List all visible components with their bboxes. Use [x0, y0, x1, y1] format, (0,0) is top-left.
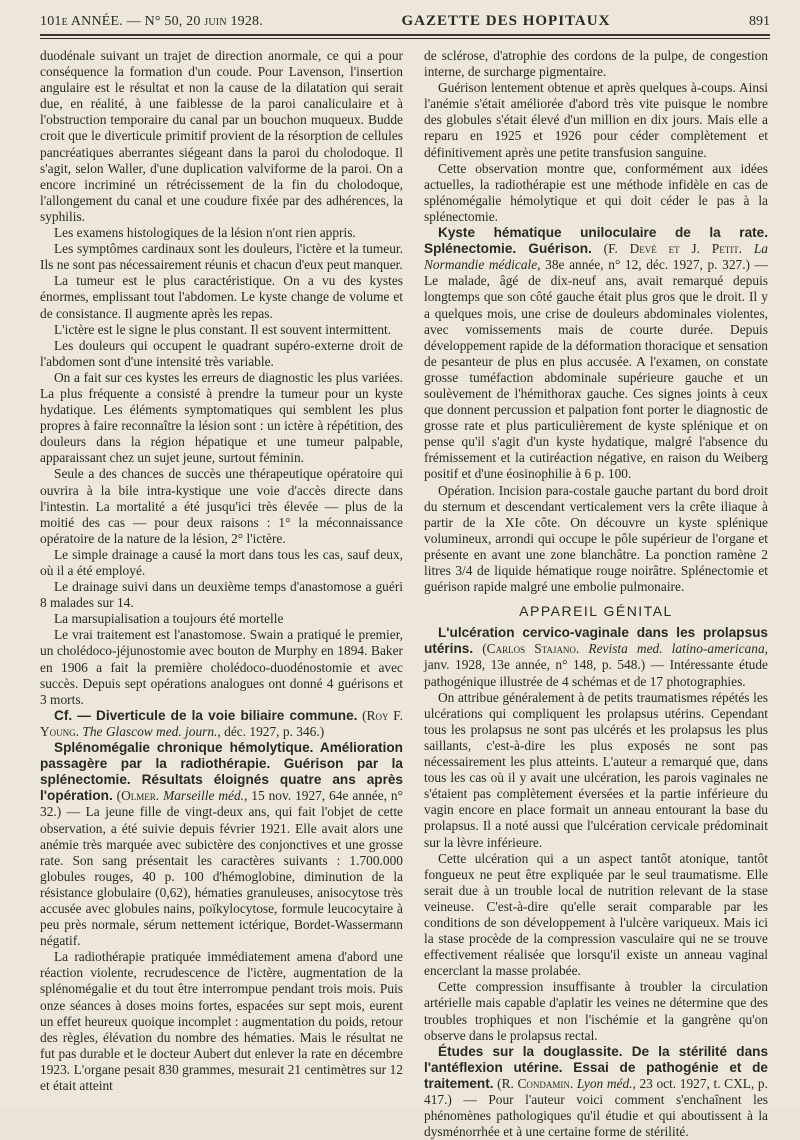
paragraph: On attribue généralement à de petits traumatismes répétés les ulcérations qui compliquent les prolapsus utérins. Cependant tous les prolapsus ne sont pas ulcérés et les prolapsus les plus saillants, c'est-à-dire les plus exposés ne sont pas nécessairement les plus atteints. L'auteur a remarqué que, dans tous les cas où il y avait une ulcération, les parois vaginales ne s'étaient pas complètement éversées et la partie inférieure du vagin encore en place formait un anneau entourant la base du prolapsus. Il a noté aussi que l'ulcération cervicale prédominait sur la lèvre inférieure. [424, 689, 768, 850]
journal-title: GAZETTE DES HOPITAUX [401, 13, 611, 29]
article-reference: déc. 1927, p. 346.) [224, 723, 325, 739]
article-title: Cf. — Diverticule de la voie biliaire commune. [54, 707, 358, 723]
article-body: janv. 1928, 13e année, n° 148, p. 548.) — Intéressante étude pathogénique illustrée de 4 schémas et de 17 photographies. [424, 657, 768, 689]
paragraph: Opération. Incision para-costale gauche partant du bord droit du sternum et descendant verticalement vers la crête iliaque à partir de la XIe côte. On découvre un kyste splénique volumineux, arrondi qui occupe le pôle supérieur de l'organe et présente en avant une zone blanchâtre. La ponction ramène 2 litres 3/4 de liquide hématique rouge noirâtre. Splénectomie et guérison rapide malgré une embolie pulmonaire. [424, 482, 768, 595]
article-splenomegalie [40, 740, 403, 949]
paragraph: de sclérose, d'atrophie des cordons de la pulpe, de congestion interne, de surcharge pigmentaire. [424, 48, 768, 80]
paragraph: Le drainage suivi dans un deuxième temps d'anastomose a guéri 8 malades sur 14. [40, 579, 403, 611]
issue-line: 101e ANNÉE. — N° 50, 20 juin 1928. [40, 14, 263, 29]
section-heading: APPAREIL GÉNITAL [519, 603, 673, 620]
paragraph: La radiothérapie pratiquée immédiatement amena d'abord une réaction violente, recrudescence de l'ictère, augmentation de la splénomégalie et du tout être interrompue pendant trois mois. Puis onze séances à doses moins fortes, espacées sur sept mois, eurent un effet heureux quoique incomplet : augmentation du poids, retour des règles, élévation du nombre des hématies. Mais le résultat ne fut pas durable et le docteur Aubert dut enlever la rate en décembre 1923. L'organe pesait 830 grammes, mesurait 21 centimètres sur 12 et était atteint [40, 949, 403, 1093]
article-journal: Revista med. latino-americana, [588, 641, 768, 657]
article-body: 38e année, n° 12, déc. 1927, p. 327.) — Le malade, âgé de dix-neuf ans, avait remarqué depuis longtemps que son côté gauche était plus gros que le droit. Il y a quelques mois, une crise de douleurs abdominales violentes, avec vomissements mais de courte durée. Depuis développement rapide de la déformation thoracique et sensation de pesanteur de plus en plus accusée. A l'examen, on constate grosse tuméfaction abdominale supérieure gauche et un soulèvement de l'hémithorax gauche. Ces signes joints à ceux que donnent percussion et palpation font porter le diagnostic de grosse rate et plus particulièrement de kyste splénique et on pense qu'il s'agit d'un kyste hydatique, malgré l'absence du frémissement et la cutiréaction négative, en raison du Weiberg positif et d'une éosinophilie à 6 p. 100. [424, 257, 769, 482]
paragraph: Seule a des chances de succès une thérapeutique opératoire qui ouvrira à la bile intra-kystique une voie d'accès directe dans l'intestin. La mortalité a été jusqu'ici très élevée — plus de la moitié des cas — pour deux raisons : 1° la méconnaissance opératoire de la nature de la lésion, 2° l'ictère. [40, 466, 403, 546]
article-author: (Roy F. Young. [40, 707, 403, 739]
article-journal: The Glascow med. journ., [82, 723, 221, 739]
article-body: 23 oct. 1927, t. CXL, p. 417.) — Pour l'auteur voici comment s'enchaînent les phénomènes pathologiques qu'il étudie et qui aboutissent à la dysménorrhée et à une certaine forme de stérilité. [424, 1075, 768, 1140]
article-title: Kyste hématique uniloculaire de la rate. Splénectomie. Guérison. [424, 225, 768, 257]
article-title: Études sur la douglassite. De la stérilité dans l'antéflexion utérine. Essai de pathogénie et de traitement. [424, 1043, 768, 1091]
left-column [40, 48, 403, 1094]
header-rule [40, 38, 770, 39]
paragraph: La marsupialisation a toujours été mortelle [54, 611, 284, 627]
paragraph: Cette ulcération qui a un aspect tantôt atonique, tantôt fongueux ne peut être expliquée par le seul traumatisme. Elle serait due à un trouble local de nutrition relevant de la stase veineuse. C'est-à-dire qu'elle serait comparable par les conditions de son développement à l'ulcère variqueux. Mais ici la stase procède de la compression vasculaire qui ne se trouve effectivement réalisée que lorsqu'il existe un anneau vaginal encerclant la masse prolabée. [424, 850, 768, 979]
article-author: (Olmer. [116, 788, 160, 804]
article-body: 15 nov. 1927, 64e année, n° 32.) — La jeune fille de vingt-deux ans, qui fait l'objet de cette observation, a été suivie depuis février 1921. Elle avait alors une anémie très marquée avec subictère des conjonctives et une grosse rate. Son sang présentait les caractères suivants : 1.700.000 globules rouges, 40 p. 100 d'hémoglobine, diminution de la résistance globulaire (0,62), hématies granuleuses, anisocytose très accusée avec globules nains, poïkylocytose, formule leucocytaire à peu près normale, sérum nettement ictérique, Bordet-Wassermann négatif. [40, 788, 403, 949]
article-douglassite [424, 1044, 768, 1140]
article-ulceration [424, 625, 768, 689]
paragraph: On a fait sur ces kystes les erreurs de diagnostic les plus variées. La plus fréquente a consisté à prendre la tumeur pour un kyste hydatique. Les éléments symptomatiques qui semblent les plus propres à faire reconnaître la lésion sont : un ictère à répétition, des douleurs dans la région hépatique et une tumeur palpable, apparaissant chez un sujet jeune, surtout féminin. [40, 369, 403, 466]
paragraph: L'ictère est le signe le plus constant. Il est souvent intermittent. [54, 321, 392, 337]
article-journal: La Normandie médicale, [424, 241, 769, 273]
article-kyste [424, 225, 768, 483]
running-header [40, 8, 770, 36]
paragraph: Les examens histologiques de la lésion n'ont rien appris. [54, 225, 356, 241]
article-diverticule [40, 708, 403, 740]
paragraph: Cette observation montre que, conformément aux idées actuelles, la radiothérapie est une méthode infidèle en cas de splénomégalie hémolytique et qui doit céder le pas à la splénectomie. [424, 160, 768, 224]
article-author: (Carlos Stajano. [482, 641, 580, 657]
article-author: (R. Condamin. [497, 1075, 574, 1091]
paragraph: La tumeur est le plus caractéristique. On a vu des kystes énormes, emplissant tout l'abdomen. Le kyste change de volume et de consistance. Il augmente après les repas. [40, 273, 403, 321]
paragraph: Les symptômes cardinaux sont les douleurs, l'ictère et la tumeur. Ils ne sont pas nécessairement réunis et chacun d'eux peut manquer. [40, 241, 403, 273]
page-number: 891 [748, 14, 770, 29]
article-title: Splénomégalie chronique hémolytique. Amélioration passagère par la radiothérapie. Guérison par la splénectomie. Résultats éloignés quatre ans après l'opération. [40, 740, 403, 804]
article-title: L'ulcération cervico-vaginale dans les prolapsus utérins. [424, 625, 768, 657]
paragraph: Le simple drainage a causé la mort dans tous les cas, sauf deux, où il a été employé. [40, 546, 403, 578]
paragraph: Le vrai traitement est l'anastomose. Swain a pratiqué le premier, un cholédoco-jéjunostomie avec bouton de Murphy en 1894. Baker en 1906 a fait la première cholédoco-duodénostomie et avec succès. Depuis sept opérations analogues ont donné 4 guérisons et 3 morts. [40, 627, 403, 707]
paragraph: Les douleurs qui occupent le quadrant supéro-externe droit de l'abdomen sont d'une intensité très variable. [40, 337, 403, 369]
paragraph: Guérison lentement obtenue et après quelques à-coups. Ainsi l'anémie s'était améliorée d'abord très vite puisque le nombre des globules s'était élevé d'un million en dix jours. Mais elle a reparu en 1925 et 1926 pour céder complètement et définitivement après une petite transfusion sanguine. [424, 80, 768, 160]
paragraph: duodénale suivant un trajet de direction anormale, ce qui a pour conséquence la formation d'un coude. Pour Lavenson, l'insertion angulaire est le résultat et non la cause de la dilatation qui serait due, en réalité, à une faiblesse de la paroi canaliculaire et à l'obstruction temporaire du canal par un bouchon muqueux. Budde croit que le diverticule primitif provient de la résorption de cellules pancréatiques aberrantes siégeant dans la paroi du cholodoque. Il s'agit, selon Waller, d'une duplication valviforme de la paroi. On a encore incriminé un rétrécissement de la fin du cholodoque, l'allongement du canal et une coudure fixée par des adhérences, la syphilis. [40, 48, 403, 224]
right-column [424, 48, 768, 1140]
article-journal: Marseille méd., [163, 788, 248, 804]
paragraph: Cette compression insuffisante à troubler la circulation artérielle mais capable d'aplatir les veines ne détermine que des troubles trophiques et non l'ischémie et la gangrène qu'on observe dans le prolapsus rectal. [424, 979, 768, 1043]
article-journal: Lyon méd., [576, 1075, 636, 1091]
article-author: (F. Devé et J. Petit. [603, 241, 743, 257]
